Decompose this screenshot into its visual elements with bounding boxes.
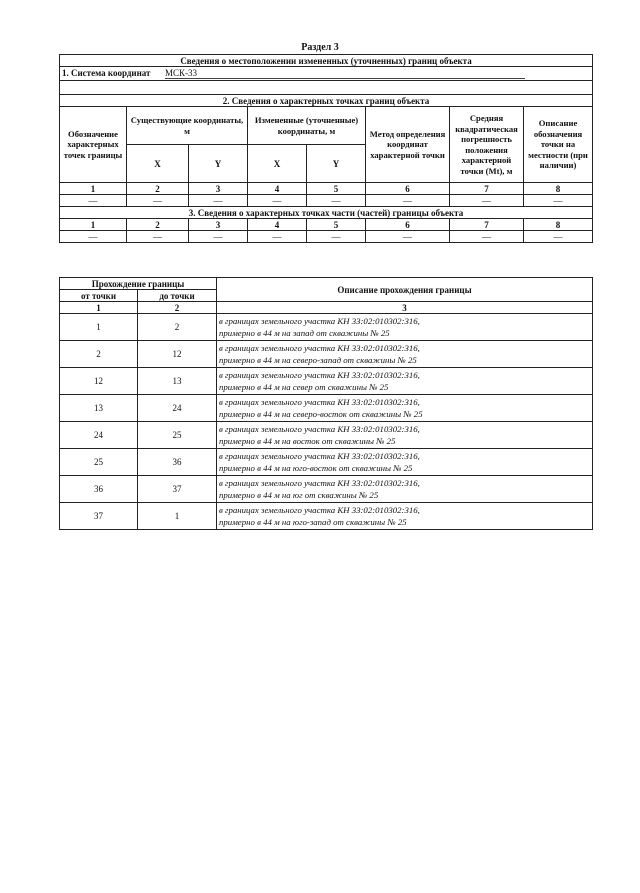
table-row xyxy=(60,449,593,476)
col-number: 1 xyxy=(60,183,127,195)
header-error: Средняя квадратическая погрешность положения характерной точки (Mt), м xyxy=(450,107,524,183)
table-row xyxy=(60,422,593,449)
dash-cell: — xyxy=(524,195,593,207)
from-point: 25 xyxy=(60,449,138,476)
header-method: Метод определения координат характерной точки xyxy=(366,107,450,183)
from-point: 1 xyxy=(60,314,138,341)
spacer-row xyxy=(60,81,593,95)
to-point: 1 xyxy=(138,503,217,530)
description-line: примерно в 44 м на север от скважины № 25 xyxy=(219,382,389,392)
from-point: 13 xyxy=(60,395,138,422)
dash-cell: — xyxy=(60,195,127,207)
to-point: 12 xyxy=(138,341,217,368)
col-number: 7 xyxy=(450,219,524,231)
header-existing-y: Y xyxy=(189,145,248,183)
coordinate-system-value: МСК-33 xyxy=(165,68,525,79)
from-point: 24 xyxy=(60,422,138,449)
table-row xyxy=(60,395,593,422)
header-passage: Прохождение границы xyxy=(60,278,217,290)
description-line: примерно в 44 м на восток от скважины № 25 xyxy=(219,436,396,446)
header-existing-coords: Существующие координаты, м xyxy=(127,107,248,145)
description-line: примерно в 44 м на северо-восток от скважины № 25 xyxy=(219,409,423,419)
coordinate-system-row xyxy=(60,67,593,81)
col-number: 6 xyxy=(366,183,450,195)
passage-description xyxy=(217,476,593,503)
col-number: 2 xyxy=(127,219,189,231)
subsection-3-title: 3. Сведения о характерных точках части (частей) границы объекта xyxy=(60,207,593,219)
col-number: 4 xyxy=(248,219,307,231)
header-description: Описание обозначения точки на местности (при наличии) xyxy=(524,107,593,183)
table-row xyxy=(60,503,593,530)
col-number: 4 xyxy=(248,183,307,195)
description-line: примерно в 44 м на северо-запад от скважины № 25 xyxy=(219,355,417,365)
dash-cell: — xyxy=(524,231,593,243)
dash-cell: — xyxy=(60,231,127,243)
col-number: 3 xyxy=(189,219,248,231)
dash-cell: — xyxy=(366,195,450,207)
description-line: примерно в 44 м на юго-запад от скважины № 25 xyxy=(219,517,407,527)
dash-cell: — xyxy=(450,195,524,207)
col-number: 8 xyxy=(524,219,593,231)
from-point: 2 xyxy=(60,341,138,368)
col-number: 2 xyxy=(127,183,189,195)
col-number: 1 xyxy=(60,302,138,314)
to-point: 36 xyxy=(138,449,217,476)
header-changed-y: Y xyxy=(307,145,366,183)
description-line: в границах земельного участка КН 33:02:010302:316, xyxy=(219,397,420,407)
header-changed-coords: Измененные (уточненные) координаты, м xyxy=(248,107,366,145)
description-line: в границах земельного участка КН 33:02:010302:316, xyxy=(219,424,420,434)
to-point: 13 xyxy=(138,368,217,395)
from-point: 37 xyxy=(60,503,138,530)
passage-description xyxy=(217,395,593,422)
dash-cell: — xyxy=(248,231,307,243)
dash-cell: — xyxy=(189,231,248,243)
dash-cell: — xyxy=(307,231,366,243)
from-point: 12 xyxy=(60,368,138,395)
header-to-point: до точки xyxy=(138,290,217,302)
passage-description xyxy=(217,341,593,368)
to-point: 37 xyxy=(138,476,217,503)
description-line: в границах земельного участка КН 33:02:010302:316, xyxy=(219,478,420,488)
col-number: 5 xyxy=(307,183,366,195)
passage-description xyxy=(217,503,593,530)
description-line: примерно в 44 м на запад от скважины № 25 xyxy=(219,328,390,338)
description-line: в границах земельного участка КН 33:02:010302:316, xyxy=(219,343,420,353)
passage-description xyxy=(217,314,593,341)
subsection-2-title: 2. Сведения о характерных точках границ объекта xyxy=(60,95,593,107)
to-point: 2 xyxy=(138,314,217,341)
table1-title: Сведения о местоположении измененных (уточненных) границ объекта xyxy=(60,55,593,67)
table-row xyxy=(60,314,593,341)
dash-cell: — xyxy=(127,231,189,243)
dash-cell: — xyxy=(366,231,450,243)
header-existing-x: X xyxy=(127,145,189,183)
section-title: Раздел 3 xyxy=(301,42,339,53)
col-number: 1 xyxy=(60,219,127,231)
passage-description xyxy=(217,449,593,476)
to-point: 25 xyxy=(138,422,217,449)
col-number: 3 xyxy=(189,183,248,195)
col-number: 2 xyxy=(138,302,217,314)
description-line: примерно в 44 м на юго-восток от скважины № 25 xyxy=(219,463,413,473)
boundary-points-table xyxy=(59,54,593,243)
passage-description xyxy=(217,422,593,449)
header-designation: Обозначение характерных точек границы xyxy=(60,107,127,183)
description-line: в границах земельного участка КН 33:02:010302:316, xyxy=(219,451,420,461)
table-row xyxy=(60,476,593,503)
coordinate-system-label: 1. Система координат xyxy=(62,68,151,78)
dash-cell: — xyxy=(248,195,307,207)
header-passage-description: Описание прохождения границы xyxy=(217,278,593,302)
col-number: 6 xyxy=(366,219,450,231)
description-line: в границах земельного участка КН 33:02:010302:316, xyxy=(219,370,420,380)
description-line: в границах земельного участка КН 33:02:010302:316, xyxy=(219,316,420,326)
header-from-point: от точки xyxy=(60,290,138,302)
to-point: 24 xyxy=(138,395,217,422)
col-number: 3 xyxy=(217,302,593,314)
col-number: 8 xyxy=(524,183,593,195)
passage-description xyxy=(217,368,593,395)
table-row xyxy=(60,341,593,368)
from-point: 36 xyxy=(60,476,138,503)
col-number: 7 xyxy=(450,183,524,195)
dash-cell: — xyxy=(307,195,366,207)
description-line: примерно в 44 м на юг от скважины № 25 xyxy=(219,490,379,500)
dash-cell: — xyxy=(189,195,248,207)
boundary-passage-table xyxy=(59,277,593,530)
header-changed-x: X xyxy=(248,145,307,183)
table-row xyxy=(60,368,593,395)
dash-cell: — xyxy=(450,231,524,243)
dash-cell: — xyxy=(127,195,189,207)
col-number: 5 xyxy=(307,219,366,231)
description-line: в границах земельного участка КН 33:02:010302:316, xyxy=(219,505,420,515)
